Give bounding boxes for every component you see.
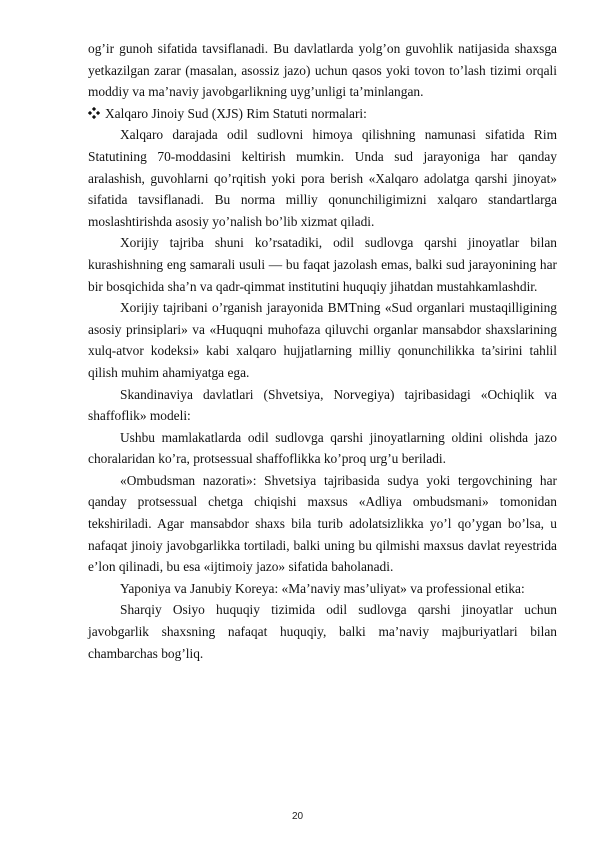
paragraph-8: «Ombudsman nazorati»: Shvetsiya tajribasida sudya yoki tergovchining har qanday protsessual chetga chiqishi maxsus «Adliya ombudsmani» tomonidan tekshiriladi. Agar mansabdor shaxs bila turib adolatsizlikka yo’l qo’ygan bo’lsa, u nafaqat jinoiy javobgarlikka tortiladi, balki uning bu qilmishi maxsus davlat reyestrida e’lon qilinadi, bu esa «ijtimoiy jazo» sifatida baholanadi. bbox=[88, 472, 557, 575]
paragraph-5: Xorijiy tajribani o’rganish jarayonida BMTning «Sud organlari mustaqilligining asosiy prinsiplari» va «Huquqni muhofaza qiluvchi organlar mansabdor shaxslarining xulq-atvor kodeksi» kabi xalqaro hujjatlarning milliy qonunchilikka ta’sirini tahlil qilish muhim ahamiyatga ega. bbox=[88, 300, 557, 380]
paragraph-3: Xalqaro darajada odil sudlovni himoya qilishning namunasi sifatida Rim Statutining 70-moddasini keltirish mumkin. Unda sud jarayoniga har qanday aralashish, guvohlarni qo’rqitish yoki pora berish «Xalqaro adolatga qarshi jinoyat» sifatida tavsiflanadi. Bu norma milliy qonunchiligimizni xalqaro standartlarga moslashtirishda asosiy yo’nalish bo’lib xizmat qiladi. bbox=[88, 127, 557, 229]
bullet-heading-text: Xalqaro Jinoiy Sud (XJS) Rim Statuti normalari: bbox=[105, 105, 367, 121]
paragraph-4: Xorijiy tajriba shuni ko’rsatadiki, odil sudlovga qarshi jinoyatlar bilan kurashishning eng samarali usuli — bu faqat jazolash emas, balki sud jarayonining har bir bosqichida sha’n va qadr-qimmat institutini huquqiy jihatdan mustahkamlashdir. bbox=[88, 235, 557, 294]
document-page bbox=[88, 38, 557, 664]
paragraph-7: Ushbu mamlakatlarda odil sudlovga qarshi jinoyatlarning oldini olishda jazo choralaridan ko’ra, protsessual shaffoflikka ko’proq urg’u beriladi. bbox=[88, 429, 557, 467]
paragraph-9: Yaponiya va Janubiy Koreya: «Ma’naviy mas’uliyat» va professional etika: bbox=[120, 580, 525, 596]
paragraph-6: Skandinaviya davlatlari (Shvetsiya, Norvegiya) tajribasidagi «Ochiqlik va shaffoflik» modeli: bbox=[88, 386, 557, 424]
bullet-heading-rome-statute bbox=[88, 103, 557, 125]
page-number: 20 bbox=[291, 811, 304, 822]
diamond-bullet-icon bbox=[88, 107, 100, 119]
paragraph-10: Sharqiy Osiyo huquqiy tizimida odil sudlovga qarshi jinoyatlar uchun javobgarlik shaxsning nafaqat huquqiy, balki ma’naviy majburiyatlari bilan chambarchas bog’liq. bbox=[88, 602, 557, 661]
paragraph-1: og’ir gunoh sifatida tavsiflanadi. Bu davlatlarda yolg’on guvohlik natijasida shaxsga yetkazilgan zarar (masalan, asossiz jazo) uchun qasos yoki tovon to’lash tizimi orqali moddiy va ma’naviy javobgarlikning uyg’unligi ta’minlangan. bbox=[88, 41, 557, 100]
